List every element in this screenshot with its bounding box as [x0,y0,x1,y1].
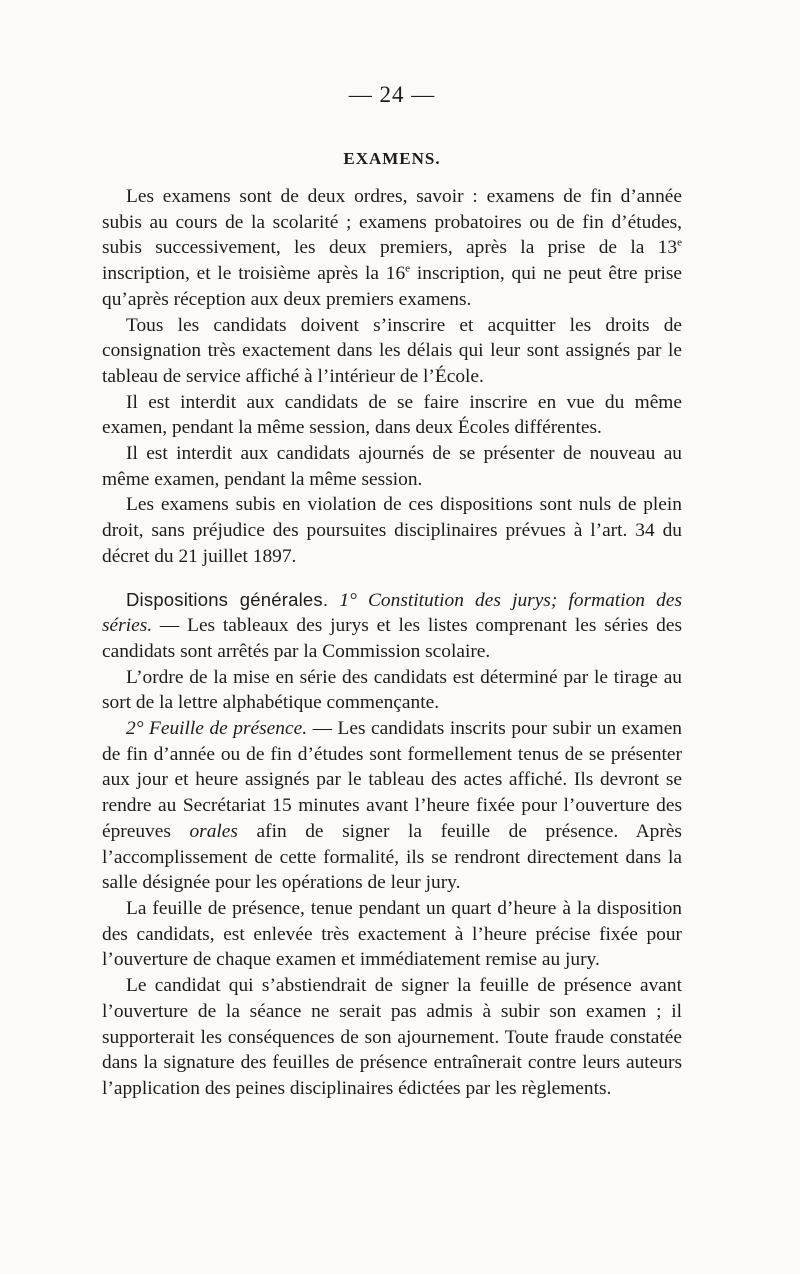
italic-subtitle: 1° Constitution des jurys; formation des séries. [102,589,682,637]
subsection-heading: Dispositions générales. [126,588,329,610]
paragraph-text: inscription, qui ne peut être prise qu’après réception aux deux premiers examens. [102,263,682,310]
paragraph-registration: Tous les candidats doivent s’inscrire et acquitter les droits de consignation très exactement dans les délais qui leur sont assignés par le tableau de service affiché à l’intérieur de l’École. [102,314,682,387]
paragraph-series-order: L’ordre de la mise en série des candidats est déterminé par le tirage au sort de la lettre alphabétique commençante. [102,666,682,714]
paragraph-text: inscription, et le troisième après la 16 [102,263,406,285]
book-page [102,80,682,1102]
paragraph-text: afin de signer la feuille de présence. Après l’accomplissement de cette formalité, ils se rendront directement dans la salle désignée pour les opérations de leur jury. [102,820,682,894]
paragraph-sheet-removal: La feuille de présence, tenue pendant un quart d’heure à la disposition des candidats, est enlevée très exactement à l’heure précise fixée pour l’ouverture de chaque examen et immédiatement remise au jury. [102,897,682,971]
paragraph-two-schools: Il est interdit aux candidats de se faire inscrire en vue du même examen, pendant la même session, dans deux Écoles différentes. [102,391,682,439]
italic-word: orales [189,820,238,842]
section-heading: EXAMENS. [343,149,441,168]
paragraph-sanctions: Le candidat qui s’abstiendrait de signer la feuille de présence avant l’ouverture de la séance ne serait pas admis à subir son examen ; il supporterait les conséquences de son ajournement. Toute fraude constatée dans la signature des feuilles de présence entraînerait contre leurs auteurs l’application des peines disciplinaires édictées par les règlements. [102,975,682,1099]
paragraph-exam-types [102,184,682,313]
paragraph-attendance-sheet [102,716,682,896]
paragraph-text: — Les candidats inscrits pour subir un examen de fin d’année ou de fin d’études sont formellement tenus de se présenter aux jour et heure assignés par le tableau des actes affiché. Ils devront se rendre au Secrétariat 15 minutes avant l’heure fixée pour l’ouverture des épreuves [102,718,682,842]
page-number: — 24 — [348,82,436,107]
section-gap [102,570,682,587]
paragraph-text: — Les tableaux des jurys et les listes comprenant les séries des candidats sont arrêtés par la Commission scolaire. [102,615,682,662]
paragraph-general-provisions [102,587,682,665]
superscript: e [405,262,411,275]
paragraph-adjourned: Il est interdit aux candidats ajournés de se présenter de nouveau au même examen, pendant la même session. [102,443,682,490]
paragraph-text: Les examens sont de deux ordres, savoir : examens de fin d’année subis au cours de la scolarité ; examens probatoires ou de fin d’études, subis successivement, les deux premiers, après la prise de la 13 [102,186,682,259]
italic-subtitle: 2° Feuille de présence. [126,718,308,740]
paragraph-nullity: Les examens subis en violation de ces dispositions sont nuls de plein droit, sans préjudice des poursuites disciplinaires prévues à l’art. 34 du décret du 21 juillet 1897. [102,494,682,567]
superscript: e [677,236,682,249]
